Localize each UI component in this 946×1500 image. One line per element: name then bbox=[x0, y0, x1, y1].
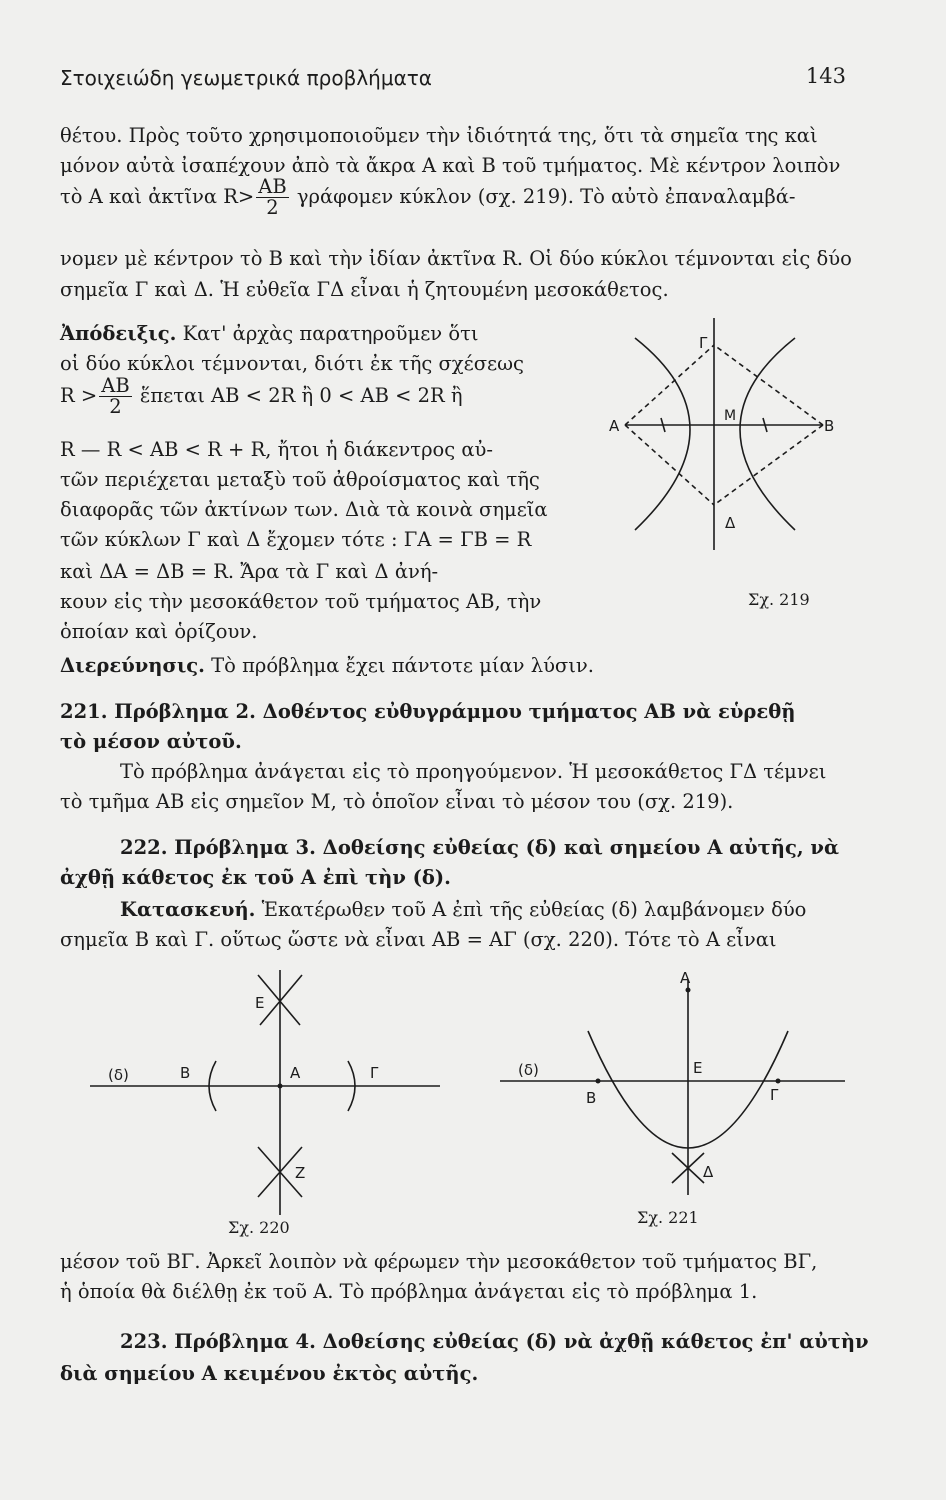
problem-heading: 221. Πρόβλημα 2. Δοθέντος εὐθυγράμμου τμήματος ΑΒ νὰ εὑρεθῇ bbox=[60, 700, 796, 723]
figure-219-caption: Σχ. 219 bbox=[748, 590, 810, 609]
point-B bbox=[596, 1079, 601, 1084]
label-E: E bbox=[255, 994, 265, 1012]
running-header: Στοιχειώδη γεωμετρικά προβλήματα bbox=[60, 66, 432, 90]
discussion-label: Διερεύνησις. bbox=[60, 654, 205, 677]
page-number: 143 bbox=[805, 64, 846, 88]
label-A: A bbox=[680, 969, 691, 987]
figure-221 bbox=[500, 965, 845, 1210]
text-line: τὸ τμῆμα ΑΒ εἰς σημεῖον Μ, τὸ ὁποῖον εἶναι τὸ μέσον του (σχ. 219). bbox=[60, 790, 734, 813]
label-A: A bbox=[290, 1064, 301, 1082]
label-A: A bbox=[609, 417, 620, 435]
point-G bbox=[776, 1079, 781, 1084]
label-B: B bbox=[586, 1089, 597, 1107]
text-line: διαφορᾶς τῶν ἀκτίνων των. Διὰ τὰ κοινὰ σημεῖα bbox=[60, 498, 548, 521]
point-A bbox=[686, 988, 691, 993]
label-B: B bbox=[180, 1064, 191, 1082]
proof-label: Ἀπόδειξις. bbox=[60, 322, 177, 345]
construction-label: Κατασκευή. bbox=[120, 898, 256, 921]
problem-heading: ἀχθῇ κάθετος ἐκ τοῦ Α ἐπὶ τὴν (δ). bbox=[60, 866, 451, 889]
problem-heading: διὰ σημείου Α κειμένου ἐκτὸς αὐτῆς. bbox=[60, 1362, 479, 1385]
fraction bbox=[99, 376, 131, 417]
text-line: μόνον αὐτὰ ἰσαπέχουν ἀπὸ τὰ ἄκρα Α καὶ Β τοῦ τμήματος. Μὲ κέντρον λοιπὸν bbox=[60, 154, 841, 177]
fraction bbox=[256, 177, 288, 218]
text-line: ἡ ὁποία θὰ διέλθῃ ἐκ τοῦ Α. Τὸ πρόβλημα ἀνάγεται εἰς τὸ πρόβλημα 1. bbox=[60, 1280, 758, 1303]
text-segment: τὸ Α καὶ ἀκτῖνα R> bbox=[60, 185, 255, 208]
text-line: σημεῖα Β καὶ Γ. οὕτως ὥστε νὰ εἶναι ΑΒ = ΑΓ (σχ. 220). Τότε τὸ Α εἶναι bbox=[60, 928, 777, 951]
figure-220-caption: Σχ. 220 bbox=[228, 1218, 290, 1237]
label-G: Γ bbox=[699, 334, 708, 352]
label-G: Γ bbox=[770, 1086, 779, 1104]
circle-arc-right bbox=[740, 338, 795, 530]
fraction-denominator: 2 bbox=[109, 395, 122, 418]
text-segment: γράφομεν κύκλον (σχ. 219). Τὸ αὐτὸ ἐπαναλαμβά- bbox=[296, 185, 796, 208]
label-D: Δ bbox=[725, 514, 736, 532]
figure-221-caption: Σχ. 221 bbox=[637, 1208, 699, 1227]
label-B: B bbox=[824, 417, 835, 435]
text-line: R — R < AB < R + R, ἤτοι ἡ διάκεντρος αὐ- bbox=[60, 438, 493, 461]
text-line: τῶν κύκλων Γ καὶ Δ ἔχομεν τότε : ΓΑ = ΓΒ = R bbox=[60, 528, 532, 551]
label-M: M bbox=[724, 408, 737, 424]
text-segment: Τὸ πρόβλημα ἔχει πάντοτε μίαν λύσιν. bbox=[211, 654, 594, 677]
segment-GA bbox=[625, 345, 714, 425]
text-line: σημεῖα Γ καὶ Δ. Ἡ εὐθεῖα ΓΔ εἶναι ἡ ζητουμένη μεσοκάθετος. bbox=[60, 278, 669, 301]
text-line: μέσον τοῦ ΒΓ. Ἀρκεῖ λοιπὸν νὰ φέρωμεν τὴν μεσοκάθετον τοῦ τμήματος ΒΓ, bbox=[60, 1250, 818, 1273]
circle-arc-left bbox=[635, 338, 690, 530]
text-line: οἱ δύο κύκλοι τέμνονται, διότι ἐκ τῆς σχέσεως bbox=[60, 352, 524, 375]
fraction-numerator: AB bbox=[101, 374, 130, 397]
segment-DB bbox=[714, 425, 823, 505]
construction-line bbox=[120, 898, 806, 922]
text-segment: Ἑκατέρωθεν τοῦ Α ἐπὶ τῆς εὐθείας (δ) λαμβάνομεν δύο bbox=[261, 898, 807, 921]
text-line: καὶ ΔΑ = ΔΒ = R. Ἄρα τὰ Γ καὶ Δ ἀνή- bbox=[60, 560, 439, 583]
point-A bbox=[278, 1084, 283, 1089]
text-line: νομεν μὲ κέντρον τὸ Β καὶ τὴν ἰδίαν ἀκτῖνα R. Οἱ δύο κύκλοι τέμνονται εἰς δύο bbox=[60, 247, 852, 270]
arc-upper-right bbox=[260, 975, 302, 1025]
fraction-denominator: 2 bbox=[266, 196, 279, 219]
text-line-fraction bbox=[60, 176, 796, 218]
problem-heading: 222. Πρόβλημα 3. Δοθείσης εὐθείας (δ) καὶ σημείου Α αὐτῆς, νὰ bbox=[120, 836, 839, 859]
figure-220 bbox=[90, 965, 440, 1225]
text-line: τῶν περιέχεται μεταξὺ τοῦ ἀθροίσματος καὶ τῆς bbox=[60, 468, 540, 491]
text-line: θέτου. Πρὸς τοῦτο χρησιμοποιοῦμεν τὴν ἰδιότητά της, ὅτι τὰ σημεῖα της καὶ bbox=[60, 124, 818, 147]
label-Z: Z bbox=[295, 1164, 306, 1182]
label-D: Δ bbox=[703, 1163, 714, 1181]
proof-line bbox=[60, 322, 479, 346]
discussion-line bbox=[60, 654, 594, 678]
problem-heading: 223. Πρόβλημα 4. Δοθείσης εὐθείας (δ) νὰ ἀχθῇ κάθετος ἐπ' αὐτὴν bbox=[120, 1330, 869, 1353]
text-line-fraction bbox=[60, 375, 463, 417]
text-segment: R > bbox=[60, 384, 98, 407]
segment-DA bbox=[625, 425, 714, 505]
text-line: ὁποίαν καὶ ὁρίζουν. bbox=[60, 620, 258, 643]
label-d: (δ) bbox=[108, 1066, 129, 1084]
label-E: E bbox=[693, 1059, 703, 1077]
text-line: κουν εἰς τὴν μεσοκάθετον τοῦ τμήματος ΑΒ, τὴν bbox=[60, 590, 542, 613]
label-G: Γ bbox=[370, 1064, 379, 1082]
text-line: Τὸ πρόβλημα ἀνάγεται εἰς τὸ προηγούμενον. Ἡ μεσοκάθετος ΓΔ τέμνει bbox=[120, 760, 827, 783]
text-segment: Κατ' ἀρχὰς παρατηροῦμεν ὅτι bbox=[182, 322, 479, 345]
fraction-numerator: AB bbox=[258, 175, 287, 198]
problem-heading: τὸ μέσον αὐτοῦ. bbox=[60, 730, 242, 753]
label-d: (δ) bbox=[518, 1061, 539, 1079]
text-segment: ἕπεται AB < 2R ἢ 0 < AB < 2R ἢ bbox=[139, 384, 463, 407]
figure-219 bbox=[595, 310, 840, 600]
